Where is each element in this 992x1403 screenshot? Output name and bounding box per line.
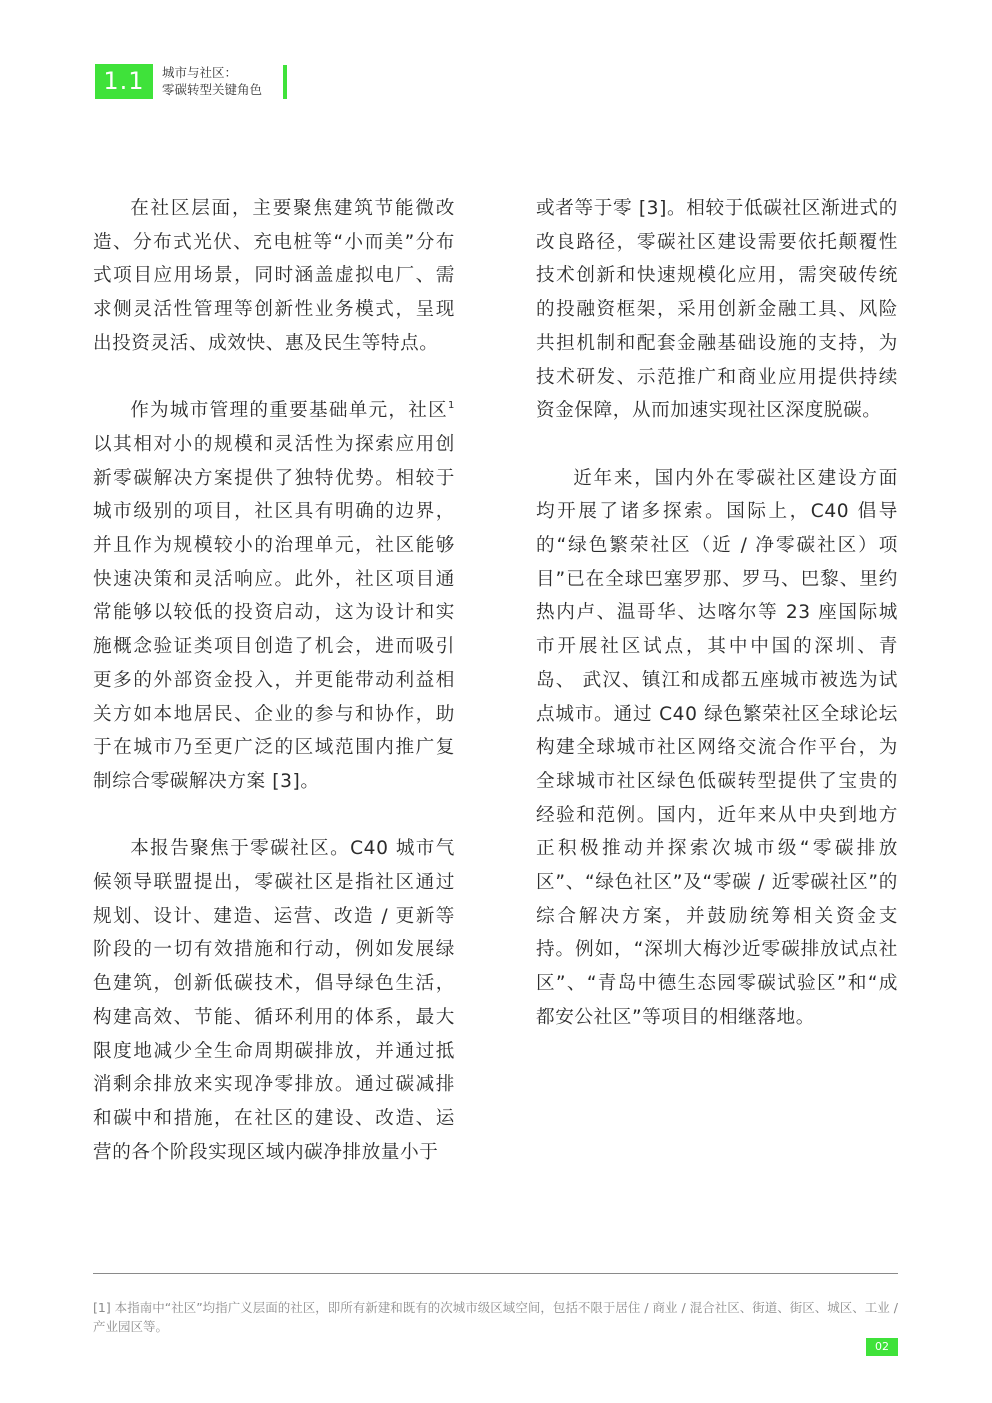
section-title <box>162 64 262 98</box>
section-accent-bar <box>283 65 287 99</box>
section-title-line2: 零碳转型关键角色 <box>162 82 263 97</box>
page-number: 02 <box>866 1338 898 1356</box>
paragraph-text: 以其相对小的规模和灵活性为探索应用创新零碳解决方案提供了独特优势。相较于城市级别的项目，社区具有明确的边界，并且作为规模较小的治理单元，社区能够快速决策和灵活响应。此外，社区项目通常能够以较低的投资启动，这为设计和实施概念验证类项目创造了机会，进而吸引更多的外部资金投入，并更能带动利益相关方如本地居民、企业的参与和协作，助于在城市乃至更广泛的区域范围内推广复制综合零碳解决方案 [3]。 <box>93 433 455 792</box>
footnote-divider <box>93 1273 898 1274</box>
paragraph-text: 作为城市管理的重要基础单元，社区 <box>130 400 449 422</box>
body-column-left <box>93 192 455 1203</box>
paragraph: 本报告聚焦于零碳社区。C40 城市气候领导联盟提出，零碳社区是指社区通过规划、设计、建造、运营、改造 / 更新等阶段的一切有效措施和行动，例如发展绿色建筑，创新低碳技术，倡导绿色生活，构建高效、节能、循环利用的体系，最大限度地减少全生命周期碳排放，并通过抵消剩余排放来实现净零排放。通过碳减排和碳中和措施，在社区的建设、改造、运营的各个阶段实现区域内碳净排放量小于 <box>93 838 455 1163</box>
footnote: [1] 本指南中“社区”均指广义层面的社区，即所有新建和既有的次城市级区域空间，包括不限于居住 / 商业 / 混合社区、街道、街区、城区、工业 / 产业园区等。 <box>93 1300 898 1334</box>
paragraph: 或者等于零 [3]。相较于低碳社区渐进式的改良路径，零碳社区建设需要依托颠覆性技术创新和快速规模化应用，需突破传统的投融资框架，采用创新金融工具、风险共担机制和配套金融基础设施的支持，为技术研发、示范推广和商业应用提供持续资金保障，从而加速实现社区深度脱碳。 <box>536 198 898 422</box>
paragraph: 近年来，国内外在零碳社区建设方面均开展了诸多探索。国际上，C40 倡导的“绿色繁荣社区（近 / 净零碳社区）项目”已在全球巴塞罗那、罗马、巴黎、里约热内卢、温哥华、达喀尔等 23 座国际城市开展社区试点，其中中国的深圳、青岛、 武汉、镇江和成都五座城市被选为试点城市。通过 C40 绿色繁荣社区全球论坛构建全球城市社区网络交流合作平台，为全球城市社区绿色低碳转型提供了宝贵的经验和范例。国内，近年来从中央到地方正积极推动并探索次城市级“零碳排放区”、“绿色社区”及“零碳 / 近零碳社区”的综合解决方案，并鼓励统筹相关资金支持。例如，“深圳大梅沙近零碳排放试点社区”、“青岛中德生态园零碳试验区”和“成都安公社区”等项目的相继落地。 <box>536 467 898 1028</box>
paragraph: 在社区层面，主要聚焦建筑节能微改造、分布式光伏、充电桩等“小而美”分布式项目应用场景，同时涵盖虚拟电厂、需求侧灵活性管理等创新性业务模式，呈现出投资灵活、成效快、惠及民生等特点。 <box>93 198 455 354</box>
paragraph <box>93 394 455 798</box>
section-number-badge: 1.1 <box>95 64 153 99</box>
section-title-line1: 城市与社区： <box>162 65 238 80</box>
body-column-right <box>536 192 898 1068</box>
footnote-reference: 1 <box>448 400 455 412</box>
